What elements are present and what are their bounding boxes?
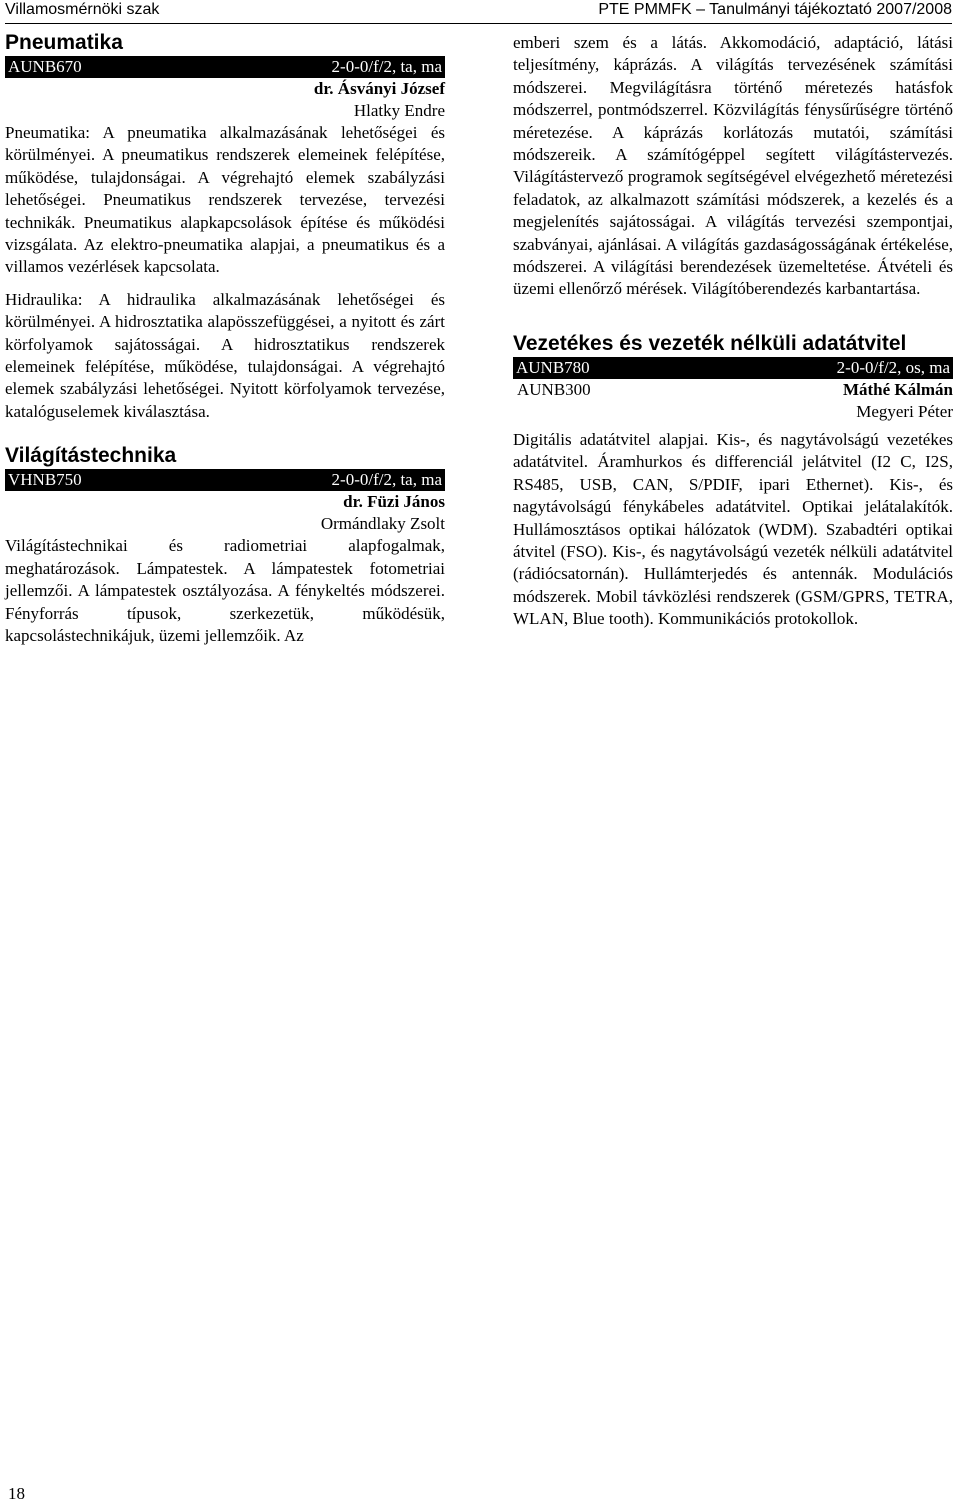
section-title-vezetekes: Vezetékes és vezeték nélküli adatátvitel (513, 331, 907, 355)
header-rule (5, 23, 952, 24)
course-code: AUNB670 (8, 57, 82, 76)
section-title-pneumatika: Pneumatika (5, 31, 123, 54)
course-credits: 2-0-0/f/2, ta, ma (331, 57, 442, 76)
prerequisite-code: AUNB300 (517, 379, 591, 399)
lecturer-primary: dr. Ásványi József (313, 79, 445, 98)
course-code: AUNB780 (516, 357, 590, 377)
header-left: Villamosmérnöki szak (5, 1, 160, 18)
course-code: VHNB750 (8, 470, 82, 490)
course-description: Digitális adatátvitel alapjai. Kis-, és nagytávolságú vezetékes adatátvitel. Áramhurkos és differenciál jelátvitel (I2 C, I2S, RS485, USB, CAN, S/PDIF, ipari Ethernet). Kis-, és nagytávolságú fénykábeles adatátvitel. Optikai jelátalakítók. Hullámosztásos optikai hálózatok (WDM). Szabadtéri optikai átvitel (FSO). Kis-, és nagytávolságú vezeték nélküli adatátvitel (rádiócsatornán). Hullámterjedés és antennák. Modulációs módszerek. Mobil távközlési rendszerek (GSM/GPRS, TETRA, WLAN, Blue tooth). Kommunikációs protokollok. (513, 429, 953, 629)
course-credits: 2-0-0/f/2, os, ma (836, 357, 950, 377)
course-description: Hidraulika: A hidraulika alkalmazásának lehetőségei és körülményei. A hidrosztatika alapösszefüggései, a nyitott és zárt körfolyamok sajátosságai. A hidrosztatikus rendszerek elemeinek felépítése, működése, tulajdonságai. A végrehajtó elemek szabályzási lehetőségei. Nyitott körfolyamok tervezése, katalóguselemek kiválasztása. (5, 289, 445, 421)
right-column (513, 32, 953, 631)
lecturer-secondary: Ormándlaky Zsolt (320, 514, 445, 534)
course-description-continued: emberi szem és a látás. Akkomodáció, adaptáció, látási teljesítmény, káprázás. A világítás tervezésének számítási módszerei. Megvilágításra történő méretezés hatásfok módszerrel, pontmódszerrel. Közvilágítás fénysűrűségre történő méretezése. A káprázás korlátozás mutatói, számítási módszereik. A számítógéppel segített világítástervezés. Világítástervező programok segítségével elvégezhető méretezési feladatok, az alkalmazott számítási módszerek, a kezelés és a megjelenítés sajátosságai. A világítás tervezési szempontjai, szabványai, ajánlásai. A világítás gazdaságosságának értékelése, módszerei. A világítási berendezések üzemeltetése. Átvételi és üzemi ellenőrző mérések. Világítóberendezés karbantartása. (513, 33, 953, 299)
course-credits: 2-0-0/f/2, ta, ma (331, 470, 442, 490)
lecturer-primary: Máthé Kálmán (842, 379, 953, 399)
lecturer-primary: dr. Füzi János (343, 492, 445, 512)
course-bar-pneumatika (5, 56, 445, 78)
left-column (5, 30, 445, 647)
lecturer-secondary: Megyeri Péter (856, 401, 953, 421)
course-bar-vilagitas (5, 469, 445, 491)
prereq-row (513, 379, 953, 401)
header-right: PTE PMMFK – Tanulmányi tájékoztató 2007/2008 (598, 1, 952, 18)
lecturer-secondary: Hlatky Endre (353, 101, 445, 120)
page-number: 18 (8, 1484, 25, 1503)
section-title-vilagitas: Világítástechnika (5, 444, 177, 468)
course-description: Világítástechnikai és radiometriai alapfogalmak, meghatározások. Lámpatestek. A lámpatestek fotometriai jellemzői. A lámpatestek osztályozása. A fénykeltés módszerei. Fényforrás típusok, szerkezetük, működésük, kapcsolástechnikájuk, üzemi jellemzőik. Az (5, 536, 445, 645)
course-bar-vezetekes (513, 357, 953, 379)
course-description: Pneumatika: A pneumatika alkalmazásának lehetőségei és körülményei. A pneumatikus rendszerek elemeinek felépítése, működése, tulajdonságai. A végrehajtó elemek szabályzási lehetőségei. Pneumatikus rendszerek tervezése, tervezési technikák. Pneumatikus alapkapcsolások építése és működési vizsgálata. Az elektro-pneumatika alapjai, a pneumatikus és a villamos vezérlések kapcsolata. (5, 123, 445, 277)
